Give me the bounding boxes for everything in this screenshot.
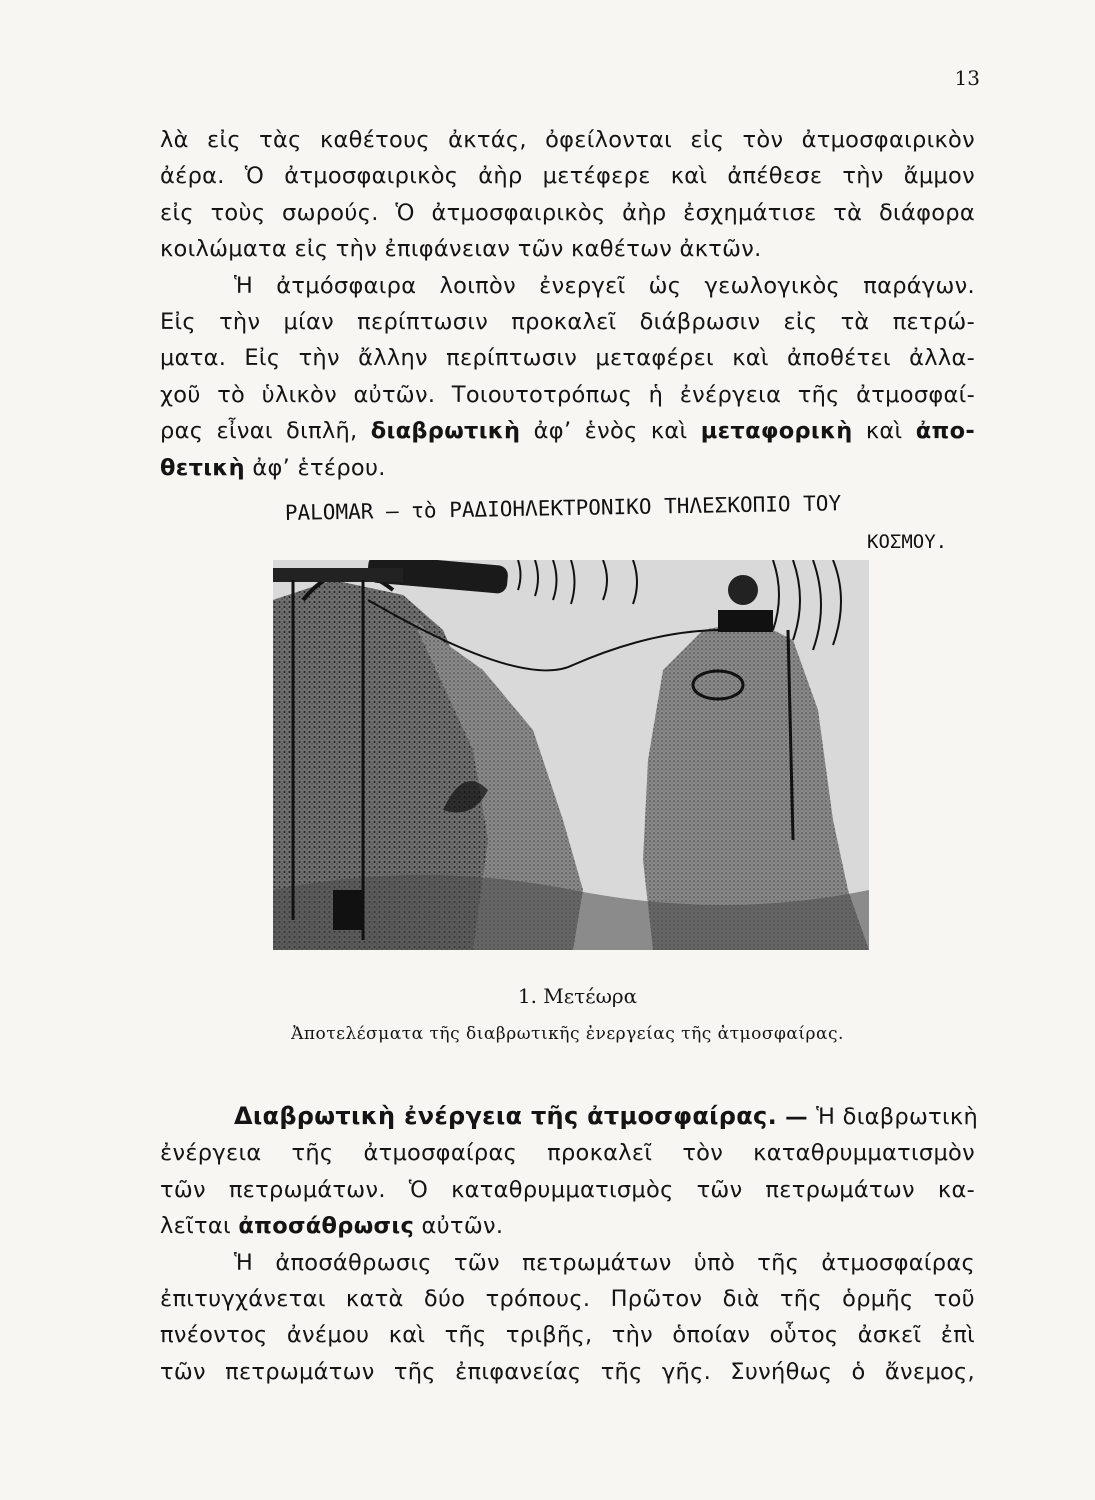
- text-line: ματα. Εἰς τὴν ἄλλην περίπτωσιν μεταφέρει καὶ ἀποθέτει ἀλλα-: [160, 345, 975, 372]
- text-line: [160, 450, 975, 486]
- text-line: λὰ εἰς τὰς καθέτους ἀκτάς, ὀφείλονται εἰς τὸν ἀτμοσφαιρικὸν: [160, 127, 975, 153]
- figure-number: 1.: [517, 984, 537, 1008]
- text-run: καὶ: [852, 418, 916, 445]
- text-line: [160, 413, 975, 449]
- bold-term: ἀπο-: [915, 418, 975, 445]
- text-line: τῶν πετρωμάτων. Ὁ καταθρυμματισμὸς τῶν πετρωμάτων κα-: [160, 1176, 975, 1203]
- figure-title: Μετέωρα: [543, 984, 638, 1008]
- section-heading: Διαβρωτικὴ ἐνέργεια τῆς ἀτμοσφαίρας.: [234, 1102, 777, 1130]
- text-run: ρας εἶναι διπλῆ,: [160, 418, 371, 445]
- text-run: Ἡ διαβρωτικὴ: [816, 1104, 979, 1130]
- text-run: ἀφ’ ἑνὸς καὶ: [520, 418, 701, 445]
- text-run: λεῖται: [160, 1213, 239, 1240]
- text-line: [160, 1208, 975, 1244]
- meteora-photo: [273, 560, 869, 950]
- text-line: κοιλώματα εἰς τὴν ἐπιφάνειαν τῶν καθέτων ἀκτῶν.: [160, 236, 762, 263]
- text-line: χοῦ τὸ ὑλικὸν αὐτῶν. Τοιουτοτρόπως ἡ ἐνέργεια τῆς ἀτμοσφαί-: [160, 381, 975, 408]
- text-line: ἀέρα. Ὁ ἀτμοσφαιρικὸς ἀὴρ μετέφερε καὶ ἀπέθεσε τὴν ἄμμον: [160, 163, 975, 190]
- text-run: ἀφ’ ἑτέρου.: [244, 454, 386, 481]
- text-line: εἰς τοὺς σωρούς. Ὁ ἀτμοσφαιρικὸς ἀὴρ ἐσχημάτισε τὰ διάφορα: [160, 199, 975, 226]
- heading-dash: —: [777, 1104, 817, 1130]
- text-line: πνέοντος ἀνέμου καὶ τῆς τριβῆς, τὴν ὁποίαν οὗτος ἀσκεῖ ἐπὶ: [160, 1322, 975, 1349]
- bold-term: διαβρωτικὴ: [370, 418, 521, 445]
- figure-caption: Ἀποτελέσματα τῆς διαβρωτικῆς ἐνεργείας τῆς ἀτμοσφαίρας.: [291, 1024, 844, 1044]
- top-text: [160, 122, 975, 486]
- handwriting-line-1: PALOMAR — τὸ ΡΑΔΙΟΗΛΕΚΤΡΟΝΙΚΟ ΤΗΛΕΣΚΟΠΙΟ ΤΟΥ: [285, 491, 842, 525]
- text-line: Ἡ ἀτμόσφαιρα λοιπὸν ἐνεργεῖ ὡς γεωλογικὸς παράγων.: [234, 272, 975, 299]
- text-line: ἐπιτυγχάνεται κατὰ δύο τρόπους. Πρῶτον διὰ τῆς ὁρμῆς τοῦ: [160, 1286, 975, 1313]
- text-run: αὐτῶν.: [414, 1213, 504, 1240]
- text-line: Εἰς τὴν μίαν περίπτωσιν προκαλεῖ διάβρωσιν εἰς τὰ πετρώ-: [160, 309, 975, 336]
- bold-term: θετικὴ: [160, 454, 245, 481]
- text-line: τῶν πετρωμάτων τῆς ἐπιφανείας τῆς γῆς. Συνήθως ὁ ἄνεμος,: [160, 1358, 975, 1385]
- handwritten-annotation: [285, 490, 1025, 560]
- text-line: ἐνέργεια τῆς ἀτμοσφαίρας προκαλεῖ τὸν καταθρυμματισμὸν: [160, 1140, 975, 1167]
- bold-term: ἀποσάθρωσις: [238, 1213, 415, 1240]
- text-line: Ἡ ἀποσάθρωσις τῶν πετρωμάτων ὑπὸ τῆς ἀτμοσφαίρας: [234, 1249, 975, 1276]
- meteora-photo-graphic: [273, 560, 869, 950]
- figure-caption-number: [0, 984, 1095, 1008]
- section-heading-line: [160, 1098, 979, 1135]
- page-number: 13: [954, 66, 980, 90]
- bold-term: μεταφορικὴ: [700, 418, 853, 445]
- section-text: [160, 1098, 979, 1390]
- handwriting-line-2: ΚΟΣΜΟΥ.: [867, 531, 948, 553]
